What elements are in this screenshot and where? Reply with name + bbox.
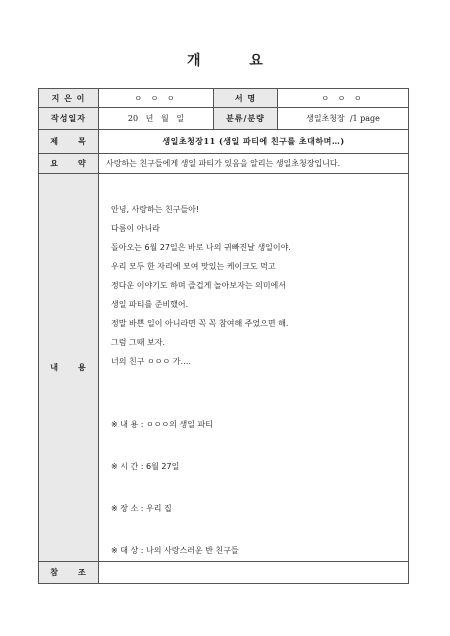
author-row: [39, 89, 409, 108]
letter-line: 정다운 이야기도 하며 즐겁게 놀아보자는 의미에서: [111, 281, 287, 290]
date-row: [39, 108, 409, 130]
date-value: 20 년 월 일: [99, 108, 214, 130]
letter-line: 그럼 그때 보자.: [111, 338, 165, 347]
letter-line: 생일 파티를 준비했어.: [111, 300, 189, 309]
document-title: 개 요: [187, 53, 285, 69]
letter-line: 정말 바쁜 일이 아니라면 꼭 꼭 참여해 주었으면 해.: [111, 319, 289, 328]
overview-table: [38, 88, 409, 584]
signature-value: ㅇ ㅇ ㅇ: [278, 89, 409, 108]
author-value: ㅇ ㅇ ㅇ: [99, 89, 214, 108]
content-label: 내 용: [39, 174, 99, 562]
letter-line: 우리 모두 한 자리에 모여 맛있는 케이크도 먹고: [111, 262, 276, 271]
spacer: [111, 371, 398, 415]
detail-item: ※ 장 소 : 우리 집: [111, 504, 172, 513]
date-label: 작성일자: [39, 108, 99, 130]
letter-line: 다름이 아니라: [111, 224, 160, 233]
detail-item: ※ 시 간 : 6월 27일: [111, 462, 180, 471]
letter-line: 너의 친구 ㅇㅇㅇ 가….: [111, 357, 191, 366]
category-label: 분류/분량: [214, 108, 278, 130]
summary-row: [39, 154, 409, 174]
reference-row: [39, 562, 409, 584]
letter-line: 돌아오는 6월 27일은 바로 나의 귀빠진날 생일이야.: [111, 243, 291, 252]
reference-label: 참 조: [39, 562, 99, 584]
subject-row: [39, 130, 409, 154]
author-label: 지 은 이: [39, 89, 99, 108]
signature-label: 서 명: [214, 89, 278, 108]
content-row: [39, 174, 409, 562]
detail-item: ※ 대 상 : 나의 사랑스러운 반 친구들: [111, 546, 239, 555]
detail-item: ※ 내 용 : ㅇㅇㅇ의 생일 파티: [111, 420, 213, 429]
reference-value: [99, 562, 409, 584]
subject-label: 제 목: [39, 130, 99, 154]
letter-line: 안녕, 사랑하는 친구들아!: [111, 205, 200, 214]
category-value: 생일초청장 /1 page: [278, 108, 409, 130]
summary-label: 요 약: [39, 154, 99, 174]
content-body: [99, 174, 409, 562]
subject-value: 생일초청장11 (생일 파티에 친구를 초대하며…): [99, 130, 409, 154]
summary-value: 사랑하는 친구들에게 생일 파티가 있음을 알리는 생일초청장입니다.: [99, 154, 409, 174]
